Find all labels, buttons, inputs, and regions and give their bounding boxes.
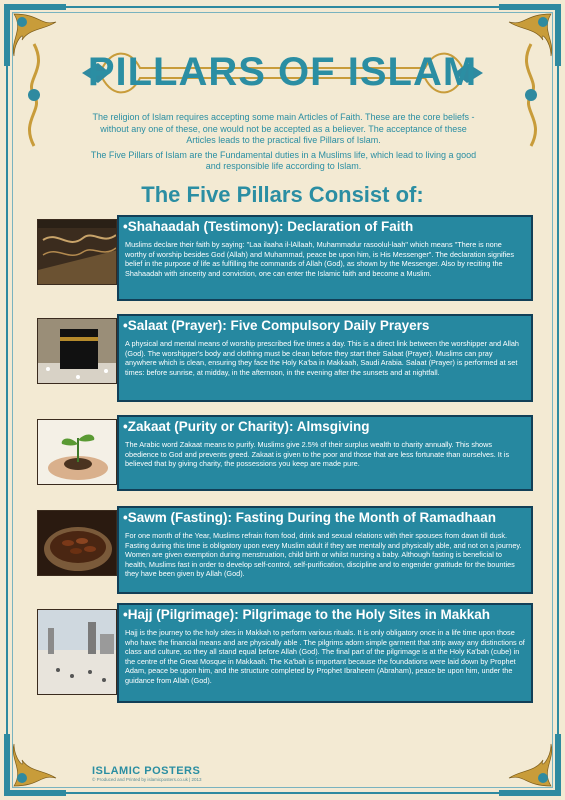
side-ornament-icon bbox=[511, 40, 551, 150]
footer bbox=[92, 765, 242, 782]
intro-paragraph: The Five Pillars of Islam are the Fundamental duties in a Muslims life, which lead to living a good and responsible life according to Islam. bbox=[90, 149, 477, 172]
pillar-card bbox=[37, 415, 533, 491]
intro-text bbox=[86, 112, 481, 176]
pillar-title: •Salaat (Prayer): Five Compulsory Daily Prayers bbox=[123, 318, 430, 333]
pillar-body: The Arabic word Zakaat means to purify. Muslims give 2.5% of their surplus wealth to charity annually. This shows obedience to God and prevents greed. Zakaat is given to the poor and those that are less fortunate than ourselves. It is believed that by giving charity, the possessions you keep are made pure. bbox=[125, 440, 510, 469]
brand-logo: ISLAMIC POSTERS bbox=[92, 765, 201, 777]
kaaba-image bbox=[37, 318, 117, 384]
pillar-card bbox=[37, 314, 533, 402]
pillar-title: •Sawm (Fasting): Fasting During the Month of Ramadhaan bbox=[123, 510, 496, 525]
pillar-body: For one month of the Year, Muslims refrain from food, drink and sexual relations with their spouses from dawn till dusk. Fasting during this time is obligatory upon every Muslim adult if they are mentally and physically able, and not on a journey. Women are given exemption during menstruation, child birth or whilst nursing a baby. Although fasting is beneficial to health, Muslims fast in order to develop self-control, self-purification, discipline and to engender gratitude for the bounties they have been given by Allah (God). bbox=[125, 531, 522, 579]
pillar-panel bbox=[117, 415, 533, 491]
pillar-title: •Zakaat (Purity or Charity): Almsgiving bbox=[123, 419, 370, 434]
mosque-calligraphy-image bbox=[37, 219, 117, 285]
pillar-title: •Hajj (Pilgrimage): Pilgrimage to the Holy Sites in Makkah bbox=[123, 607, 491, 622]
pillar-card bbox=[37, 215, 533, 301]
corner-ornament-icon bbox=[0, 730, 70, 800]
pillar-title: •Shahaadah (Testimony): Declaration of Faith bbox=[123, 219, 414, 234]
seedling-hands-image bbox=[37, 419, 117, 485]
pillar-body: A physical and mental means of worship prescribed five times a day. This is a direct link between the worshipper and Allah (God). The worshipper's body and clothing must be clean before they start their Salaat (Prayer). Muslims can pray anywhere which is clean, ensuring they face the Holy Ka'ba in Makkaah, Saudi Arabia. Salaat (Prayer) is performed at set times: before sunrise, at midday, in the afternoon, in the evening after the sunsets and at nightfall. bbox=[125, 339, 519, 377]
side-ornament-icon bbox=[14, 40, 54, 150]
page-title: PILLARS OF ISLAM bbox=[87, 50, 478, 94]
corner-ornament-icon bbox=[495, 730, 565, 800]
pillar-body: Muslims declare their faith by saying: "Laa ilaaha il-lAllaah, Muhammadur rasoolul-laah" which means "There is none worthy of worship besides God (Allah) and Muhammad, peace be upon him, is His Messenger". The declaration signifies belief in the purpose of life as fulfilling the commands of Allah (God), as shown by the Messenger. Also by reciting the Shahaadah with sincerity and conviction, one can enter the Islamic faith and become a Muslim. bbox=[125, 240, 514, 278]
section-heading: The Five Pillars Consist of: bbox=[141, 182, 424, 207]
dates-bowl-image bbox=[37, 510, 117, 576]
pillar-panel bbox=[117, 603, 533, 703]
pillar-card bbox=[37, 506, 533, 594]
copyright-text: © Produced and Printed by islamicposters.co.uk | 2013 bbox=[92, 777, 202, 782]
pillar-panel bbox=[117, 314, 533, 402]
pillar-body: Hajj is the journey to the holy sites in Makkah to perform various rituals. It is only obligatory once in a life time upon those who have the financial means and are physically able . The pilgrims adorn simple garment that strip away any distinctions of class and culture, so they all stand equal before Allah (God). The final part of the pilgrimage is at the Holy Ka'bah (cube) in the centre of the Great Mosque in Makkaah. The Ka'bah is important because the foundations were laid down by Prophet Adam, peace be upon him, and the structure completed by Prophet Ibraheem (Abraham), peace be upon him, under the guidance from Allah (God). bbox=[125, 628, 525, 685]
hajj-pilgrims-image bbox=[37, 609, 117, 695]
intro-paragraph: The religion of Islam requires accepting some main Articles of Faith. These are the core beliefs - without any one of these, one would not be accepted as a believer. The acceptance of these Articles leads to the practical five Pillars of Islam. bbox=[92, 112, 475, 146]
title-banner bbox=[80, 38, 485, 108]
pillar-panel bbox=[117, 215, 533, 301]
pillar-panel bbox=[117, 506, 533, 594]
pillar-card bbox=[37, 603, 533, 703]
